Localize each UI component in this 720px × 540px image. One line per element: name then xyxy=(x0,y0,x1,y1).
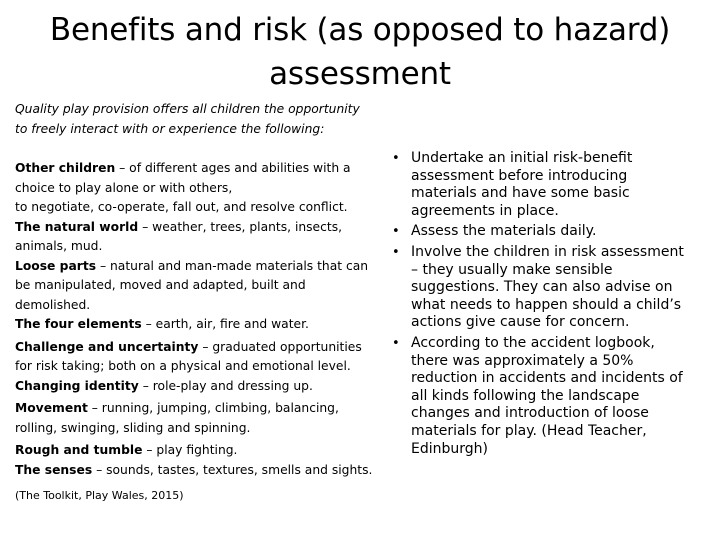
bullet-text: materials and have some basic xyxy=(411,185,630,202)
item-text: animals, mud. xyxy=(15,239,103,253)
bullet-text: Assess the materials daily. xyxy=(411,223,597,240)
bullet-dot-icon: • xyxy=(392,224,400,240)
bullet-dot-icon: • xyxy=(392,335,400,351)
bullet-text: Edinburgh) xyxy=(411,440,488,457)
bullet-text: materials for play. (Head Teacher, xyxy=(411,422,647,439)
item-text: to negotiate, co-operate, fall out, and resolve conflict. xyxy=(15,200,348,214)
list-item xyxy=(15,159,385,218)
item-text: for risk taking; both on a physical and emotional level. xyxy=(15,359,351,373)
item-text: be manipulated, moved and adapted, built and xyxy=(15,278,306,292)
item-text: – play fighting. xyxy=(142,443,238,457)
bullet-item xyxy=(378,223,718,241)
item-term: The natural world xyxy=(15,219,139,234)
intro-line-2: to freely interact with or experience the following: xyxy=(15,122,325,136)
item-term: Movement xyxy=(15,401,88,415)
list-item xyxy=(15,441,385,461)
risk-management-bullets xyxy=(378,150,718,458)
item-text: – of different ages and abilities with a xyxy=(115,161,351,175)
play-experiences-list xyxy=(15,159,385,506)
bullet-dot-icon: • xyxy=(392,151,400,166)
bullet-item xyxy=(378,150,718,220)
item-term: Rough and tumble xyxy=(15,443,143,457)
list-item xyxy=(15,257,385,316)
bullet-text: there was approximately a 50% xyxy=(411,352,634,369)
bullet-text: actions give cause for concern. xyxy=(411,314,630,331)
list-item xyxy=(15,377,385,397)
item-term: The senses xyxy=(15,462,93,477)
item-term: Other children xyxy=(15,161,116,175)
item-text: demolished. xyxy=(15,297,91,312)
item-term: Changing identity xyxy=(15,378,139,393)
bullet-text: Involve the children in risk assessment xyxy=(411,243,684,260)
intro-text xyxy=(15,99,390,139)
slide-title-line-1: Benefits and risk (as opposed to hazard) xyxy=(49,12,671,48)
bullet-text: changes and introduction of loose xyxy=(411,405,649,422)
list-item xyxy=(15,338,385,377)
item-text: – role-play and dressing up. xyxy=(138,378,313,393)
item-text: – sounds, tastes, textures, smells and sights. xyxy=(92,462,373,477)
bullet-text: assessment before introducing xyxy=(411,167,628,184)
bullet-text: all kinds following the landscape xyxy=(411,387,640,404)
bullet-dot-icon: • xyxy=(392,244,400,260)
item-term: Challenge and uncertainty xyxy=(15,339,199,354)
item-term: Loose parts xyxy=(15,258,97,273)
slide-title-line-2: assessment xyxy=(269,56,451,92)
bullet-text: what needs to happen should a child’s xyxy=(411,296,682,313)
bullet-item xyxy=(378,244,718,332)
item-text: rolling, swinging, sliding and spinning. xyxy=(15,420,251,435)
bullet-text: suggestions. They can also advise on xyxy=(411,279,673,296)
bullet-text: According to the accident logbook, xyxy=(411,334,655,351)
item-text: – weather, trees, plants, insects, xyxy=(138,219,343,234)
intro-line-1: Quality play provision offers all children the opportunity xyxy=(15,102,360,116)
list-item xyxy=(15,399,385,438)
citation: (The Toolkit, Play Wales, 2015) xyxy=(15,489,184,502)
item-text: – earth, air, fire and water. xyxy=(141,317,309,331)
bullet-text: Undertake an initial risk-benefit xyxy=(411,150,633,166)
slide-title xyxy=(20,8,700,96)
list-item xyxy=(15,461,385,481)
bullet-text: agreements in place. xyxy=(411,202,559,219)
item-term: The four elements xyxy=(15,317,142,331)
bullet-text: reduction in accidents and incidents of xyxy=(411,370,683,387)
item-text: – natural and man-made materials that can xyxy=(96,258,369,273)
item-text: – running, jumping, climbing, balancing, xyxy=(87,401,339,415)
bullet-item xyxy=(378,335,718,458)
bullet-text: – they usually make sensible xyxy=(411,261,613,278)
list-item xyxy=(15,218,385,257)
list-item xyxy=(15,315,385,335)
item-text: choice to play alone or with others, xyxy=(15,180,233,195)
item-text: – graduated opportunities xyxy=(198,339,362,354)
